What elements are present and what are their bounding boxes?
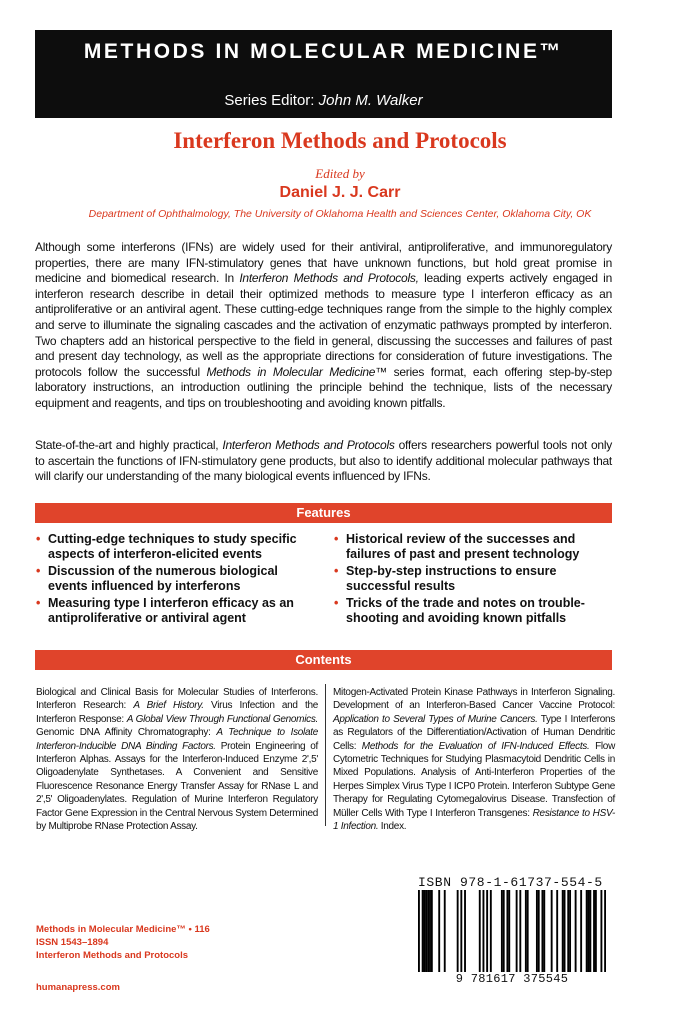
- contents-column-right: [333, 686, 615, 833]
- contents-segment: Genomic DNA Affinity Chromatography:: [36, 727, 217, 739]
- p1-text-c: leading experts actively engaged in interferon research describe in detail their optimized methods to measure type I interferon efficacy as an antiproliferative or an antiviral agent. These cutting-edge techniques range from the simple to the highly complex and serve to illuminate the signaling cascades and the activation of enzymatic pathways prompted by interferon. Two chapters add an historical perspective to the field in general, discussing the successes and failures of past and present day technology, as well as the appropriate directions for consideration of future investigations. The protocols follow the successful: [35, 271, 612, 379]
- edited-by: Edited by: [315, 166, 365, 181]
- author-affiliation: Department of Ophthalmology, The University of Oklahoma Health and Sciences Center, Oklahoma City, OK: [88, 208, 592, 220]
- feature-item: [334, 532, 604, 561]
- contents-divider: [325, 684, 326, 826]
- contents-segment: Index.: [378, 821, 407, 833]
- series-header: [35, 30, 612, 118]
- features-list-left: [36, 532, 306, 628]
- feature-item: [36, 532, 306, 561]
- p1-series-name: Methods in Molecular Medicine™: [206, 364, 387, 379]
- feature-item: [334, 564, 604, 593]
- footer-book-title: Interferon Methods and Protocols: [36, 950, 189, 961]
- contents-segment: Type I Interferons as Regulators of the Differentiation/Activation of Human Dendritic Cells:: [333, 713, 616, 752]
- features-list-right: [334, 532, 604, 628]
- isbn-barcode: [412, 890, 612, 1000]
- barcode-icon: [418, 890, 606, 972]
- feature-text: Discussion of the numerous biological events influenced by interferons: [48, 564, 278, 593]
- barcode-digits: 9 781617 375545: [455, 972, 569, 986]
- bullet-icon: •: [36, 596, 41, 610]
- p2-text-c: offers researchers powerful tools not only to ascertain the functions of IFN-stimulatory gene products, but also to identify additional molecular pathways that will clarify our understanding of the many biological events influenced by IFNs.: [35, 438, 612, 484]
- series-title: METHODS IN MOLECULAR MEDICINE™: [83, 40, 564, 63]
- book-author: Daniel J. J. Carr: [279, 184, 401, 201]
- description-paragraph-1: [35, 240, 612, 412]
- bullet-icon: •: [36, 532, 41, 546]
- feature-item: [36, 596, 306, 625]
- p1-text-a: Although some interferons (IFNs) are widely used for their antiviral, antiproliferative, and immunoregulatory properties, there are many IFN-stimulatory genes that have unknown functions, but hold great promise in medicine and biomedical research. In: [35, 240, 612, 286]
- contents-segment: Application to Several Types of Murine Cancers.: [333, 713, 538, 725]
- publisher-website[interactable]: humanapress.com: [36, 982, 120, 993]
- feature-item: [334, 596, 604, 625]
- p2-text-a: State-of-the-art and highly practical,: [35, 438, 223, 452]
- contents-segment: Virus Infection and the Interferon Response:: [36, 700, 318, 725]
- contents-segment: Flow Cytometric Techniques for Studying Plasmacytoid Dendritic Cells in Mixed Populations. Analysis of Anti-Interferon Properties of the Herpes Simplex Virus Type I ICP0 Protein. Interferon Subtype Gene Therapy for Regulating Cytomegalovirus Disease. Transfection of Müller Cells With Type I Interferon Transgenes:: [333, 740, 615, 819]
- feature-text: Historical review of the successes and failures of past and present technology: [346, 532, 580, 561]
- features-heading: Features: [35, 503, 612, 523]
- feature-text: Measuring type I interferon efficacy as an antiproliferative or antiviral agent: [48, 596, 294, 625]
- p1-book-title: Interferon Methods and Protocols,: [239, 271, 419, 286]
- book-title: Interferon Methods and Protocols: [173, 128, 507, 153]
- series-editor: [35, 92, 612, 109]
- feature-text: Step-by-step instructions to ensure successful results: [346, 564, 557, 593]
- contents-segment: A Technique to Isolate Interferon-Inducible DNA Binding Factors.: [36, 727, 318, 752]
- contents-segment: Resistance to HSV-1 Infection.: [333, 807, 615, 833]
- p1-text-e: series format, each offering step-by-step laboratory instructions, an introduction outlining the principle behind the technique, lists of the necessary equipment and reagents, and tips on troubleshooting and avoiding known pitfalls.: [35, 364, 612, 410]
- bullet-icon: •: [334, 596, 339, 610]
- contents-segment: Protein Engineering of Interferon Alphas. Assays for the Interferon-Induced Enzyme 2',5' Oligoadenylate Synthetases. A Convenient and Sensitive Fluorescence Resonance Energy Transfer Assay for RNase L and 2',5' Oligoadenylates. Regulation of Murine Interferon Regulatory Factor Gene Expression in the Central Nervous System Determined by Multiprobe RNase Protection Assay.: [36, 740, 318, 833]
- series-editor-label: Series Editor:: [224, 92, 315, 109]
- contents-segment: Methods for the Evaluation of IFN-Induced Effects.: [361, 740, 590, 752]
- feature-item: [36, 564, 306, 593]
- feature-text: Tricks of the trade and notes on trouble-shooting and avoiding known pitfalls: [346, 596, 585, 625]
- contents-segment: Biological and Clinical Basis for Molecular Studies of Interferons. Interferon Research:: [36, 687, 318, 712]
- bullet-icon: •: [334, 564, 339, 578]
- bullet-icon: •: [334, 532, 339, 546]
- contents-segment: Mitogen-Activated Protein Kinase Pathways in Interferon Signaling. Development of an Interferon-Based Cancer Vaccine Protocol:: [333, 687, 615, 712]
- series-number: Methods in Molecular Medicine™ • 116: [36, 924, 210, 935]
- p2-book-title: Interferon Methods and Protocols: [222, 438, 395, 452]
- bullet-icon: •: [36, 564, 41, 578]
- issn: ISSN 1543–1894: [36, 937, 109, 948]
- contents-segment: A Brief History.: [133, 700, 204, 712]
- contents-heading: Contents: [35, 650, 612, 670]
- contents-column-left: [36, 686, 318, 833]
- description-paragraph-2: [35, 438, 612, 485]
- feature-text: Cutting-edge techniques to study specific aspects of interferon-elicited events: [48, 532, 297, 561]
- isbn-label: ISBN 978-1-61737-554-5: [418, 875, 603, 890]
- contents-segment: A Global View Through Functional Genomics.: [126, 713, 318, 725]
- series-editor-name: John M. Walker: [318, 92, 423, 109]
